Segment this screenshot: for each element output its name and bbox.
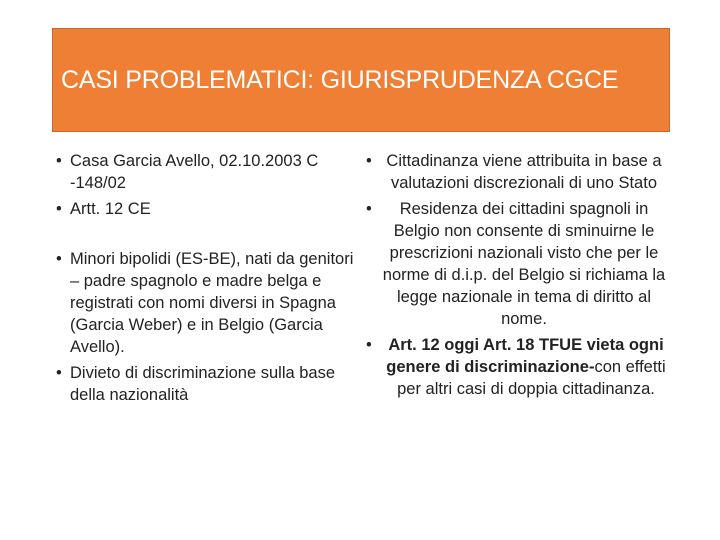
bullet-article-18-bold: Art. 12 oggi Art. 18 TFUE vieta ogni genere di discriminazione- xyxy=(386,336,664,376)
left-bullet-list xyxy=(52,150,362,406)
left-column xyxy=(52,150,362,406)
right-bullet-list xyxy=(362,150,668,400)
right-column xyxy=(362,150,668,400)
bullet-residence: • Residenza dei cittadini spagnoli in Belgio non consente di sminuirne le prescrizioni nazionali visto che per le norme di d.i.p. del Belgio si richiama la legge nazionale in tema di diritto al nome. xyxy=(362,198,668,330)
bullet-article-18 xyxy=(362,334,668,400)
bullet-citizenship: • Cittadinanza viene attribuita in base a valutazioni discrezionali di uno Stato xyxy=(362,150,668,194)
bullet-discrimination-ban: • Divieto di discriminazione sulla base della nazionalità xyxy=(52,362,362,406)
bullet-article-18-rest: con effetti per altri casi di doppia cittadinanza. xyxy=(397,358,666,398)
bullet-articles: • Artt. 12 CE xyxy=(52,198,362,220)
bullet-minors-description: • Minori bipolidi (ES-BE), nati da genitori – padre spagnolo e madre belga e registrati con nomi diversi in Spagna (Garcia Weber) e in Belgio (Garcia Avello). xyxy=(52,248,362,358)
slide-title: CASI PROBLEMATICI: GIURISPRUDENZA CGCE xyxy=(61,65,619,94)
bullet-case-reference: • Casa Garcia Avello, 02.10.2003 C -148/02 xyxy=(52,150,362,194)
title-banner xyxy=(52,28,670,132)
